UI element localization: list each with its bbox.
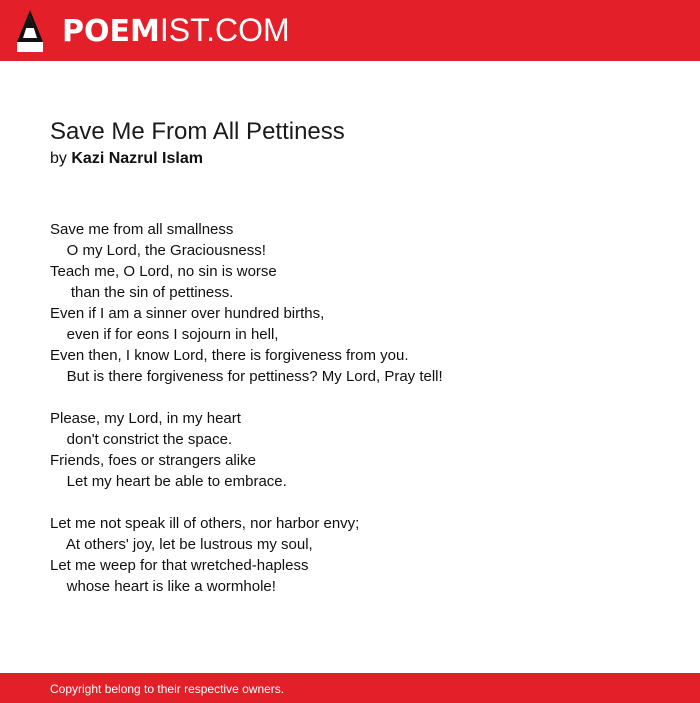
- stanza-3: [50, 513, 443, 597]
- by-label: by: [50, 150, 67, 167]
- poem-line: Let my heart be able to embrace.: [50, 473, 287, 490]
- poem-line: Please, my Lord, in my heart: [50, 410, 241, 427]
- poem-body: [50, 219, 443, 618]
- copyright-text: Copyright belong to their respective owners.: [50, 682, 285, 696]
- stanza-1: [50, 219, 443, 387]
- poem-line: Friends, foes or strangers alike: [50, 452, 256, 469]
- poem-line: O my Lord, the Graciousness!: [50, 242, 266, 259]
- poem-line: whose heart is like a wormhole!: [50, 578, 276, 595]
- logo-light-text: IST.COM: [159, 12, 290, 48]
- logo-bold-text: POEM: [62, 14, 160, 49]
- poem-line: Save me from all smallness: [50, 221, 234, 238]
- poem-line: Teach me, O Lord, no sin is worse: [50, 263, 277, 280]
- site-footer: [0, 673, 700, 703]
- poem-line: Even if I am a sinner over hundred births,: [50, 305, 325, 322]
- poem-line: Let me not speak ill of others, nor harbor envy;: [50, 515, 360, 532]
- poem-line: Even then, I know Lord, there is forgiveness from you.: [50, 347, 409, 364]
- poem-line: even if for eons I sojourn in hell,: [50, 326, 279, 343]
- site-logo[interactable]: [62, 12, 290, 50]
- byline: [50, 149, 203, 169]
- poem-line: than the sin of pettiness.: [50, 284, 234, 301]
- poem-line: At others' joy, let be lustrous my soul,: [50, 536, 313, 553]
- poem-line: don't constrict the space.: [50, 431, 233, 448]
- pencil-icon[interactable]: [17, 10, 43, 52]
- poem-line: But is there forgiveness for pettiness? My Lord, Pray tell!: [50, 368, 443, 385]
- author-name[interactable]: Kazi Nazrul Islam: [71, 150, 203, 167]
- poem-line: Let me weep for that wretched-hapless: [50, 557, 309, 574]
- stanza-2: [50, 408, 443, 492]
- site-header: [0, 0, 700, 61]
- poem-title: Save Me From All Pettiness: [50, 118, 345, 145]
